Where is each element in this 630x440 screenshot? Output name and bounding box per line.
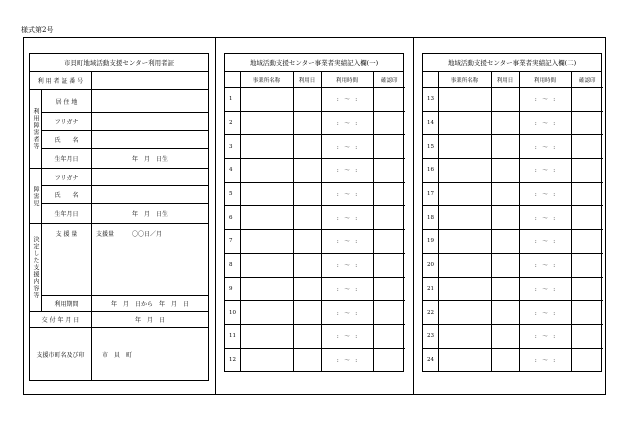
table-row [225,111,405,135]
child-name-label: 氏 名 [42,186,92,203]
usage-date-cell[interactable] [293,301,321,325]
usage-date-cell[interactable] [293,111,321,135]
usage-time-cell[interactable]: : ～ : [321,324,373,348]
certificate-id-field[interactable] [92,72,208,89]
office-name-cell[interactable] [240,135,293,159]
record-table-2-header [423,72,603,88]
office-name-cell[interactable] [438,135,491,159]
usage-date-cell[interactable] [293,88,321,112]
usage-time-cell[interactable]: : ～ : [519,324,571,348]
header-confirm-seal: 確認印 [373,72,405,88]
usage-time-cell[interactable]: : ～ : [321,111,373,135]
office-name-cell[interactable] [438,88,491,112]
office-name-cell[interactable] [438,206,491,230]
table-row [423,135,603,159]
row-number: 19 [423,230,438,254]
table-row [423,182,603,206]
table-row [225,253,405,277]
table-row [423,230,603,254]
confirm-seal-cell[interactable] [373,135,405,159]
header-usage-date: 利用日 [491,72,519,88]
usage-date-cell[interactable] [491,301,519,325]
user-furigana-row [42,113,208,131]
office-name-cell[interactable] [240,230,293,254]
decision-section [30,224,208,312]
user-birthdate-label: 生年月日 [42,149,92,168]
office-name-cell[interactable] [240,348,293,371]
office-name-cell[interactable] [240,301,293,325]
table-row [423,348,603,371]
usage-time-cell[interactable]: : ～ : [321,348,373,371]
user-certificate-card [29,53,209,381]
office-name-cell[interactable] [438,159,491,183]
certificate-id-label: 利 用 者 証 番 号 [30,72,92,89]
confirm-seal-cell[interactable] [571,230,603,254]
usage-date-cell[interactable] [491,135,519,159]
row-number: 22 [423,301,438,325]
child-furigana-field[interactable] [92,169,208,185]
usage-date-cell[interactable] [293,230,321,254]
usage-time-cell[interactable]: : ～ : [519,253,571,277]
header-usage-date: 利用日 [293,72,321,88]
confirm-seal-cell[interactable] [373,206,405,230]
child-birthdate-label: 生年月日 [42,204,92,223]
usage-date-cell[interactable] [293,253,321,277]
row-number: 18 [423,206,438,230]
header-usage-time: 利用時間 [321,72,373,88]
usage-time-cell[interactable]: : ～ : [321,230,373,254]
usage-time-cell[interactable]: : ～ : [321,159,373,183]
fold-line-right [413,37,414,395]
decision-section-label: 決定した支援内容等 [30,224,42,311]
usage-time-cell[interactable]: : ～ : [519,88,571,112]
office-name-cell[interactable] [438,348,491,371]
row-number: 2 [225,111,240,135]
usage-date-cell[interactable] [491,206,519,230]
usage-time-cell[interactable]: : ～ : [321,88,373,112]
row-number: 15 [423,135,438,159]
fold-line-left [215,37,216,395]
issuer-label: 支援市町名及び印 [30,328,92,380]
row-number: 13 [423,88,438,112]
confirm-seal-cell[interactable] [373,230,405,254]
record-table-1-header [225,72,405,88]
confirm-seal-cell[interactable] [571,324,603,348]
confirm-seal-cell[interactable] [571,206,603,230]
row-number: 17 [423,182,438,206]
usage-date-cell[interactable] [491,253,519,277]
usage-time-cell[interactable]: : ～ : [519,230,571,254]
usage-date-cell[interactable] [293,182,321,206]
confirm-seal-cell[interactable] [571,301,603,325]
usage-date-cell[interactable] [491,277,519,301]
usage-time-cell[interactable]: : ～ : [321,206,373,230]
table-row [423,301,603,325]
table-row [423,277,603,301]
office-name-cell[interactable] [438,277,491,301]
header-office-name: 事業所名称 [240,72,293,88]
header-number [225,72,240,88]
row-number: 6 [225,206,240,230]
row-number: 21 [423,277,438,301]
user-address-field[interactable] [92,90,208,112]
table-row [423,253,603,277]
table-row [225,159,405,183]
certificate-id-row [30,72,208,90]
table-row [225,230,405,254]
user-furigana-label: フリガナ [42,113,92,130]
usage-period-label: 利用期間 [42,296,92,311]
usage-time-cell[interactable]: : ～ : [321,301,373,325]
row-number: 3 [225,135,240,159]
confirm-seal-cell[interactable] [373,111,405,135]
issuer-row [30,328,208,380]
child-name-field[interactable] [92,186,208,203]
row-number: 10 [225,301,240,325]
usage-time-cell[interactable]: : ～ : [321,277,373,301]
usage-date-cell[interactable] [293,135,321,159]
support-amount-row [42,224,208,296]
child-section-label: 障害児 [30,169,42,223]
confirm-seal-cell[interactable] [571,277,603,301]
usage-period-row [42,296,208,311]
usage-date-cell[interactable] [293,277,321,301]
office-name-cell[interactable] [438,324,491,348]
table-row [423,159,603,183]
issuer-field: 市 貝 町 [102,351,133,359]
usage-time-cell[interactable]: : ～ : [519,348,571,371]
confirm-seal-cell[interactable] [373,88,405,112]
child-birthdate-field[interactable]: 年 月 日生 [131,211,168,218]
table-row [225,135,405,159]
record-table-2-title: 地域活動支援センター事業者実績記入欄(二) [423,54,601,72]
confirm-seal-cell[interactable] [571,159,603,183]
row-number: 16 [423,159,438,183]
office-name-cell[interactable] [438,230,491,254]
office-name-cell[interactable] [438,182,491,206]
user-birthdate-field[interactable]: 年 月 日生 [131,156,168,163]
child-birthdate-row [42,204,208,223]
table-row [225,182,405,206]
row-number: 7 [225,230,240,254]
usage-date-cell[interactable] [293,159,321,183]
row-number: 1 [225,88,240,112]
usage-date-cell[interactable] [293,206,321,230]
office-name-cell[interactable] [438,253,491,277]
support-amount-label: 支 援 量 [42,224,92,295]
user-name-row [42,131,208,149]
issue-date-row [30,312,208,328]
header-office-name: 事業所名称 [438,72,491,88]
table-row [423,206,603,230]
usage-date-cell[interactable] [293,348,321,371]
office-name-cell[interactable] [240,206,293,230]
usage-date-cell[interactable] [491,230,519,254]
certificate-title: 市貝町地域活動支援センター利用者証 [30,54,208,72]
usage-record-table-1 [224,53,404,372]
header-usage-time: 利用時間 [519,72,571,88]
user-address-row [42,90,208,113]
confirm-seal-cell[interactable] [373,159,405,183]
header-number [423,72,438,88]
table-row [225,348,405,371]
table-row [423,324,603,348]
usage-time-cell[interactable]: : ～ : [519,111,571,135]
row-number: 11 [225,324,240,348]
usage-record-table-2 [422,53,602,372]
office-name-cell[interactable] [240,253,293,277]
confirm-seal-cell[interactable] [571,88,603,112]
child-name-row [42,186,208,204]
usage-time-cell[interactable]: : ～ : [519,182,571,206]
office-name-cell[interactable] [438,301,491,325]
confirm-seal-cell[interactable] [571,135,603,159]
usage-date-cell[interactable] [491,159,519,183]
usage-date-cell[interactable] [491,324,519,348]
row-number: 14 [423,111,438,135]
usage-time-cell[interactable]: : ～ : [321,253,373,277]
usage-time-cell[interactable]: : ～ : [519,159,571,183]
office-name-cell[interactable] [240,182,293,206]
row-number: 12 [225,348,240,371]
confirm-seal-cell[interactable] [373,301,405,325]
user-birthdate-row [42,149,208,168]
confirm-seal-cell[interactable] [571,111,603,135]
header-confirm-seal: 確認印 [571,72,603,88]
row-number: 20 [423,253,438,277]
usage-date-cell[interactable] [491,182,519,206]
usage-time-cell[interactable]: : ～ : [321,135,373,159]
issue-date-field[interactable]: 年 月 日 [134,317,165,324]
confirm-seal-cell[interactable] [571,182,603,206]
usage-date-cell[interactable] [491,111,519,135]
table-row [423,88,603,112]
table-row [225,206,405,230]
office-name-cell[interactable] [240,159,293,183]
office-name-cell[interactable] [438,111,491,135]
table-row [225,88,405,112]
usage-date-cell[interactable] [491,88,519,112]
confirm-seal-cell[interactable] [373,182,405,206]
table-row [225,301,405,325]
table-row [225,277,405,301]
record-table-1-title: 地域活動支援センター事業者実績記入欄(一) [225,54,403,72]
confirm-seal-cell[interactable] [373,253,405,277]
row-number: 23 [423,324,438,348]
user-name-field[interactable] [92,131,208,148]
child-furigana-label: フリガナ [42,169,92,185]
usage-date-cell[interactable] [491,348,519,371]
office-name-cell[interactable] [240,277,293,301]
row-number: 4 [225,159,240,183]
office-name-cell[interactable] [240,324,293,348]
form-number-label: 様式第2号 [21,26,54,34]
usage-time-cell[interactable]: : ～ : [321,182,373,206]
issue-date-label: 交 付 年 月 日 [30,312,92,327]
support-amount-field[interactable]: 支援量 〇〇日／月 [96,231,163,238]
user-furigana-field[interactable] [92,113,208,130]
confirm-seal-cell[interactable] [373,277,405,301]
confirm-seal-cell[interactable] [373,348,405,371]
row-number: 24 [423,348,438,371]
child-section [30,169,208,224]
user-section-label: 利用障害者等 [30,90,42,168]
child-furigana-row [42,169,208,186]
row-number: 5 [225,182,240,206]
usage-time-cell[interactable]: : ～ : [519,301,571,325]
office-name-cell[interactable] [240,88,293,112]
row-number: 9 [225,277,240,301]
confirm-seal-cell[interactable] [571,348,603,371]
office-name-cell[interactable] [240,111,293,135]
usage-time-cell[interactable]: : ～ : [519,277,571,301]
user-section [30,90,208,169]
table-row [225,324,405,348]
usage-time-cell[interactable]: : ～ : [519,135,571,159]
user-name-label: 氏 名 [42,131,92,148]
usage-period-field[interactable]: 年 月 日から 年 月 日 [110,301,189,308]
user-address-label: 居 住 地 [42,90,92,112]
confirm-seal-cell[interactable] [373,324,405,348]
row-number: 8 [225,253,240,277]
usage-date-cell[interactable] [293,324,321,348]
confirm-seal-cell[interactable] [571,253,603,277]
table-row [423,111,603,135]
usage-time-cell[interactable]: : ～ : [519,206,571,230]
